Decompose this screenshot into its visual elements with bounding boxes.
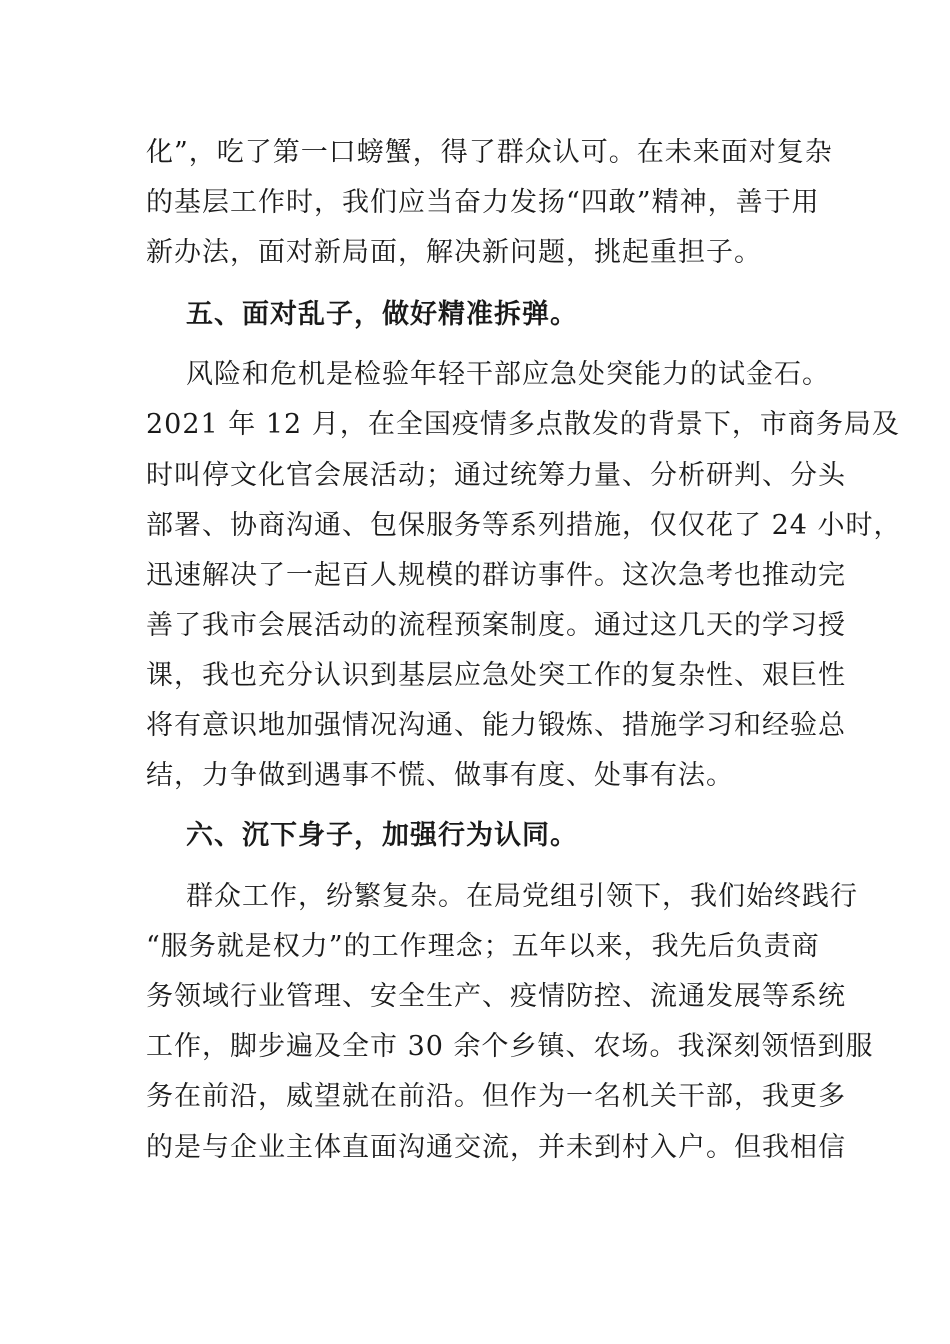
paragraph-line: 的是与企业主体直面沟通交流，并未到村入户。但我相信	[146, 1132, 846, 1163]
paragraph-line: 部署、协商沟通、包保服务等系列措施，仅仅花了 24 小时，	[146, 510, 902, 541]
paragraph-line: 善了我市会展活动的流程预案制度。通过这几天的学习授	[146, 610, 846, 641]
paragraph-line: 2021 年 12 月，在全国疫情多点散发的背景下，市商务局及	[146, 409, 900, 440]
section-heading-6: 六、沉下身子，加强行为认同。	[186, 820, 578, 851]
paragraph-line: 化”，吃了第一口螃蟹，得了群众认可。在未来面对复杂	[146, 137, 833, 168]
paragraph-line: 务在前沿，威望就在前沿。但作为一名机关干部，我更多	[146, 1081, 846, 1112]
paragraph-line: 群众工作，纷繁复杂。在局党组引领下，我们始终践行	[186, 881, 858, 912]
paragraph-line: 风险和危机是检验年轻干部应急处突能力的试金石。	[186, 359, 830, 390]
paragraph-line: 工作，脚步遍及全市 30 余个乡镇、农场。我深刻领悟到服	[146, 1031, 874, 1062]
paragraph-line: 的基层工作时，我们应当奋力发扬“四敢”精神，善于用	[146, 187, 820, 218]
paragraph-line: 时叫停文化官会展活动；通过统筹力量、分析研判、分头	[146, 460, 846, 491]
paragraph-line: 课，我也充分认识到基层应急处突工作的复杂性、艰巨性	[146, 660, 846, 691]
paragraph-line: 务领域行业管理、安全生产、疫情防控、流通发展等系统	[146, 981, 846, 1012]
paragraph-line: 结，力争做到遇事不慌、做事有度、处事有法。	[146, 760, 734, 791]
section-heading-5: 五、面对乱子，做好精准拆弹。	[186, 299, 578, 330]
paragraph-line: “服务就是权力”的工作理念；五年以来，我先后负责商	[146, 931, 820, 962]
paragraph-line: 新办法，面对新局面，解决新问题，挑起重担子。	[146, 237, 762, 268]
paragraph-line: 将有意识地加强情况沟通、能力锻炼、措施学习和经验总	[146, 710, 846, 741]
paragraph-line: 迅速解决了一起百人规模的群访事件。这次急考也推动完	[146, 560, 846, 591]
